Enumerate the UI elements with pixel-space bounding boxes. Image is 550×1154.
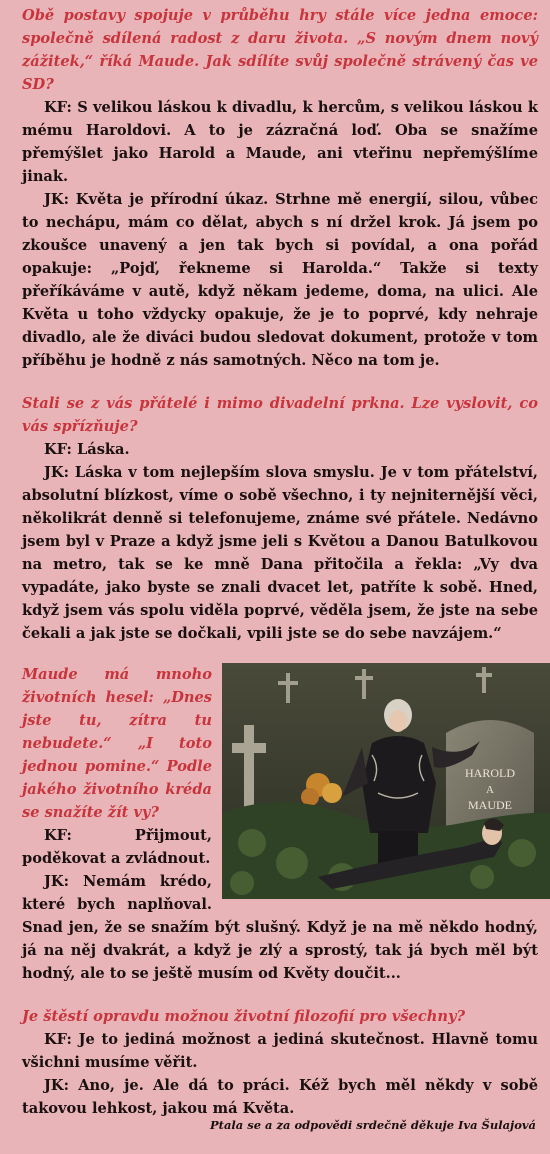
answer-kf-happiness: KF: Je to jediná možnost a jediná skutečnost. Hlavně tomu všichni musíme věřit. <box>22 1031 538 1071</box>
svg-text:A: A <box>486 784 494 796</box>
answer-jk-motto: JK: Nemám krédo, které bych naplňoval. Snad jen, že se snažím být slušný. Když je na mě někdo hodný, já na něj dvakrát, a když je zlý a sprostý, tak já bych měl být hodný, ale to se ještě musím od Květy doučit... <box>22 873 538 982</box>
spacer <box>22 985 538 1005</box>
graveyard-photo <box>222 663 550 899</box>
speaker-jk: JK: <box>44 873 69 890</box>
question-happiness: Je štěstí opravdu možnou životní filozofií pro všechny? <box>22 1008 466 1025</box>
motto-section <box>22 663 538 985</box>
speaker-jk: JK: <box>44 1077 69 1094</box>
answer-jk-happiness: JK: Ano, je. Ale dá to práci. Kéž bych měl někdy v sobě takovou lehkost, jakou má Květa. <box>22 1077 538 1117</box>
answer-kf-intro: KF: S velikou láskou k divadlu, k hercům, s velikou láskou k mému Haroldovi. A to je zázračná loď. Oba se snažíme přemýšlet jako Harold a Maude, ani vteřinu nepřemýšlíme jinak. <box>22 99 538 185</box>
speaker-kf: KF: <box>44 99 72 116</box>
production-photo <box>222 663 550 899</box>
answer-kf-friends: KF: Láska. <box>44 441 130 458</box>
tombstone-text: HAROLD <box>465 766 515 780</box>
speaker-jk: JK: <box>44 191 69 208</box>
question-friends: Stali se z vás přátelé i mimo divadelní prkna. Lze vyslovit, co vás spřízňuje? <box>22 395 538 435</box>
speaker-kf: KF: <box>44 441 72 458</box>
spacer <box>22 645 538 663</box>
question-intro: Obě postavy spojuje v průběhu hry stále více jedna emoce: společně sdílená radost z daru života. „S novým dnem nový zážitek,“ říká Maude. Jak sdílíte svůj společně strávený čas ve SD? <box>22 7 538 93</box>
answer-kf-motto: KF: Přijmout, poděkovat a zvládnout. <box>22 827 212 867</box>
answer-jk-intro: JK: Květa je přírodní úkaz. Strhne mě energií, silou, vůbec to nechápu, mám co dělat, abych s ní držel krok. Já jsem po zkoušce unavený a jen tak bych si povídal, a ona pořád opakuje: „Pojď, řekneme si Harolda.“ Takže si texty přeříkáváme v autě, když někam jedeme, doma, na ulici. Ale Květa u toho vždycky opakuje, že je to poprvé, kdy nehraje divadlo, ale že diváci budou sledovat dokument, protože v tom příběhu je hodně z nás samotných. Něco na tom je. <box>22 191 538 369</box>
question-motto: Maude má mnoho životních hesel: „Dnes jste tu, zítra tu nebudete.“ „I toto jednou pomine.“ Podle jakého životního kréda se snažíte žít vy? <box>22 666 212 821</box>
speaker-kf: KF: <box>44 1031 72 1048</box>
speaker-jk: JK: <box>44 464 69 481</box>
svg-text:MAUDE: MAUDE <box>468 798 512 812</box>
spacer <box>22 372 538 392</box>
answer-jk-friends: JK: Láska v tom nejlepším slova smyslu. Je v tom přátelství, absolutní blízkost, víme o sobě všechno, i ty nejniternější věci, několikrát denně si telefonujeme, známe své přátele. Nedávno jsem byl v Praze a když jsme jeli s Květou a Danou Batulkovou na metro, tak se ke mně Dana přitočila a řekla: „Vy dva vypadáte, jako byste se znali dvacet let, patříte k sobě. Hned, když jsem vás spolu viděla poprvé, věděla jsem, že jste na sebe čekali a jak jste se dočkali, vpili jste se do sebe navzájem.“ <box>22 464 538 642</box>
speaker-kf: KF: <box>44 827 72 844</box>
interview-credit: Ptala se a za odpovědi srdečně děkuje Iva Šulajová <box>209 1118 536 1132</box>
